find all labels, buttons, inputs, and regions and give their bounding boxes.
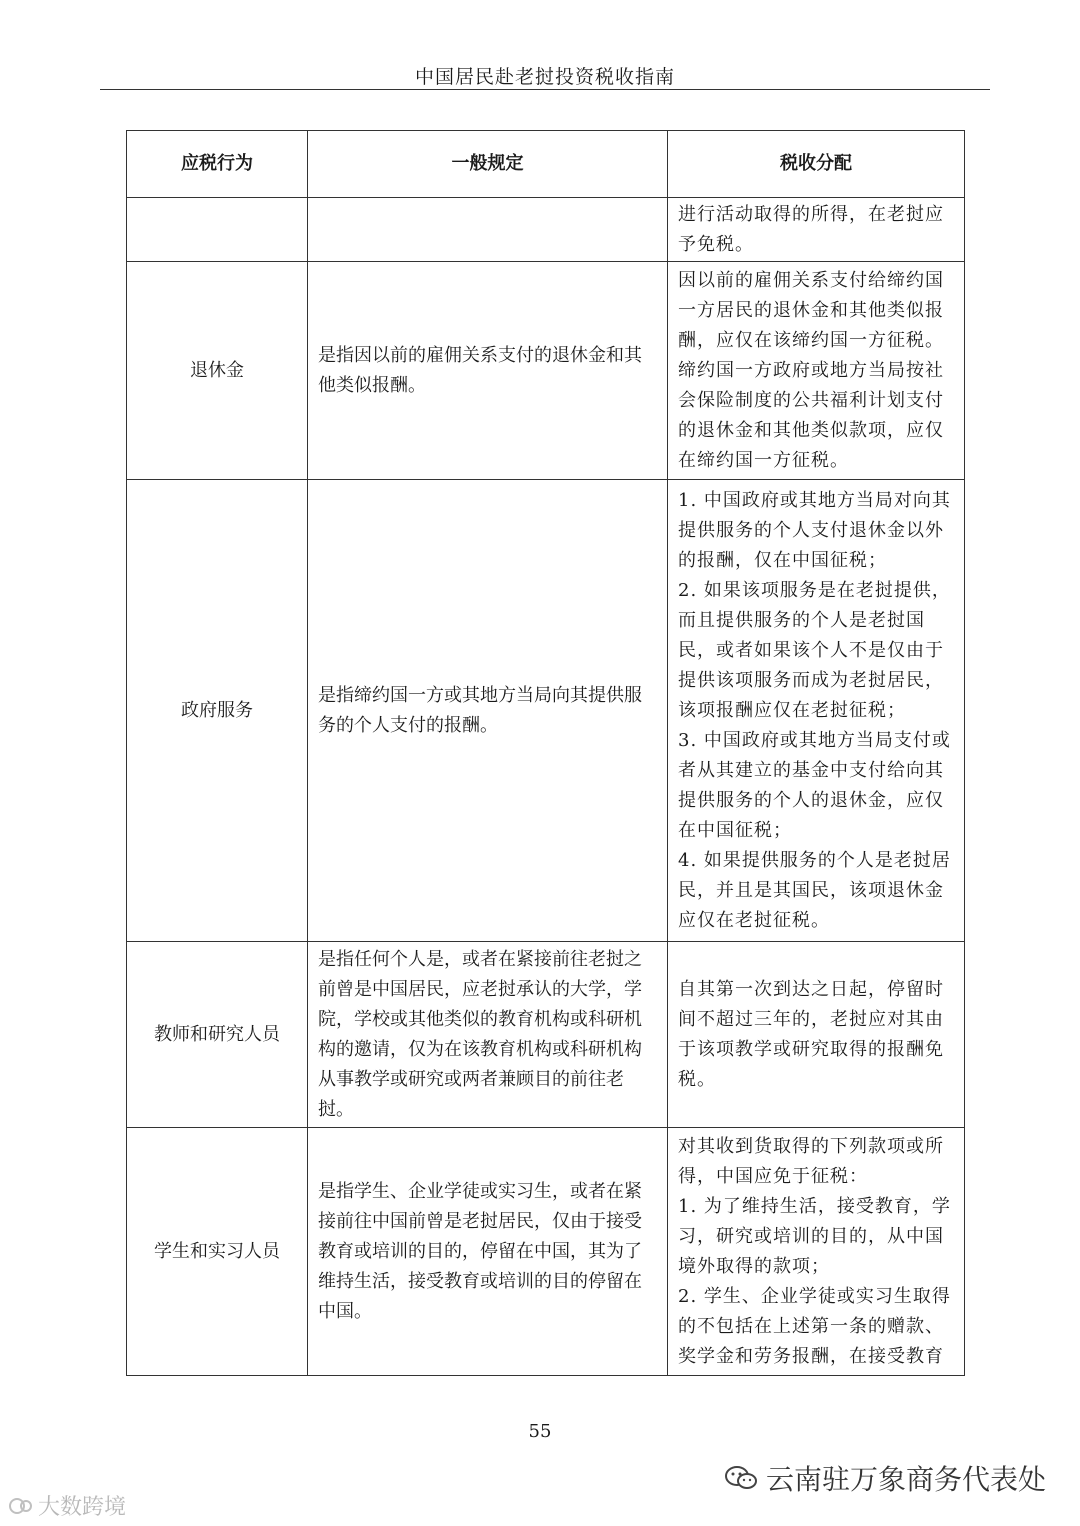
table-row [127,262,965,480]
logo-icon [8,1495,34,1517]
table-header-row [127,131,965,198]
cell-rule [308,480,668,942]
cell-rule-text: 是指缔约国一方或其地方当局向其提供服务的个人支付的报酬。 [318,684,642,736]
cell-allocation-text: 进行活动取得的所得，在老挝应予免税。 [678,203,944,255]
cell-rule-text: 是指学生、企业学徒或实习生，或者在紧接前往中国前曾是老挝居民，仅由于接受教育或培训的目的，停留在中国，其为了维持生活，接受教育或培训的目的停留在中国。 [318,1180,642,1322]
cell-behavior: 政府服务 [127,480,308,942]
watermark-left [8,1490,126,1521]
header-rule [100,89,990,90]
wechat-icon [724,1464,758,1492]
cell-allocation [668,942,965,1128]
column-header-behavior: 应税行为 [127,131,308,198]
cell-behavior: 退休金 [127,262,308,480]
cell-allocation-text: 对其收到货取得的下列款项或所得，中国应免于征税： 1. 为了维持生活，接受教育，学习，研究或培训的目的，从中国境外取得的款项； 2. 学生、企业学徒或实习生取得的不包括在上述第一条的赠款、奖学金和劳务报酬，在接受教育 [678,1135,951,1367]
cell-allocation [668,1128,965,1376]
cell-rule [308,262,668,480]
watermark-left-text: 大数跨境 [38,1495,127,1520]
cell-allocation [668,262,965,480]
cell-allocation-text: 自其第一次到达之日起，停留时间不超过三年的，老挝应对其由于该项教学或研究取得的报酬免税。 [678,978,944,1090]
column-header-allocation: 税收分配 [668,131,965,198]
table-row [127,480,965,942]
cell-rule [308,198,668,262]
tax-allocation-table [126,130,965,1376]
table-row [127,942,965,1128]
cell-behavior: 学生和实习人员 [127,1128,308,1376]
cell-behavior [127,198,308,262]
cell-rule-text: 是指任何个人是，或者在紧接前往老挝之前曾是中国居民，应老挝承认的大学，学院，学校或其他类似的教育机构或科研机构的邀请，仅为在该教育机构或科研机构从事教学或研究或两者兼顾目的前往老挝。 [318,948,642,1120]
watermark-right-text: 云南驻万象商务代表处 [765,1463,1046,1496]
cell-allocation [668,480,965,942]
page-number: 55 [528,1421,552,1442]
cell-rule [308,942,668,1128]
cell-allocation-text: 1. 中国政府或其地方当局对向其提供服务的个人支付退休金以外的报酬，仅在中国征税； 2. 如果该项服务是在老挝提供，而且提供服务的个人是老挝国民，或者如果该个人不是仅由于提供该项服务而成为老挝居民，该项报酬应仅在老挝征税； 3. 中国政府或其地方当局支付或者从其建立的基金中支付给向其提供服务的个人的退休金，应仅在中国征税； 4. 如果提供服务的个人是老挝居民，并且是其国民，该项退休金应仅在老挝征税。 [678,489,951,931]
cell-rule-text: 是指因以前的雇佣关系支付的退休金和其他类似报酬。 [318,344,642,396]
cell-rule [308,1128,668,1376]
cell-allocation-text: 因以前的雇佣关系支付给缔约国一方居民的退休金和其他类似报酬，应仅在该缔约国一方征税。缔约国一方政府或地方当局按社会保险制度的公共福利计划支付的退休金和其他类似款项，应仅在缔约国一方征税。 [678,269,944,471]
table-row [127,1128,965,1376]
watermark-right [724,1458,1046,1498]
column-header-rule: 一般规定 [308,131,668,198]
cell-behavior: 教师和研究人员 [127,942,308,1128]
page-header-title: 中国居民赴老挝投资税收指南 [414,66,675,88]
table-row [127,198,965,262]
cell-allocation [668,198,965,262]
